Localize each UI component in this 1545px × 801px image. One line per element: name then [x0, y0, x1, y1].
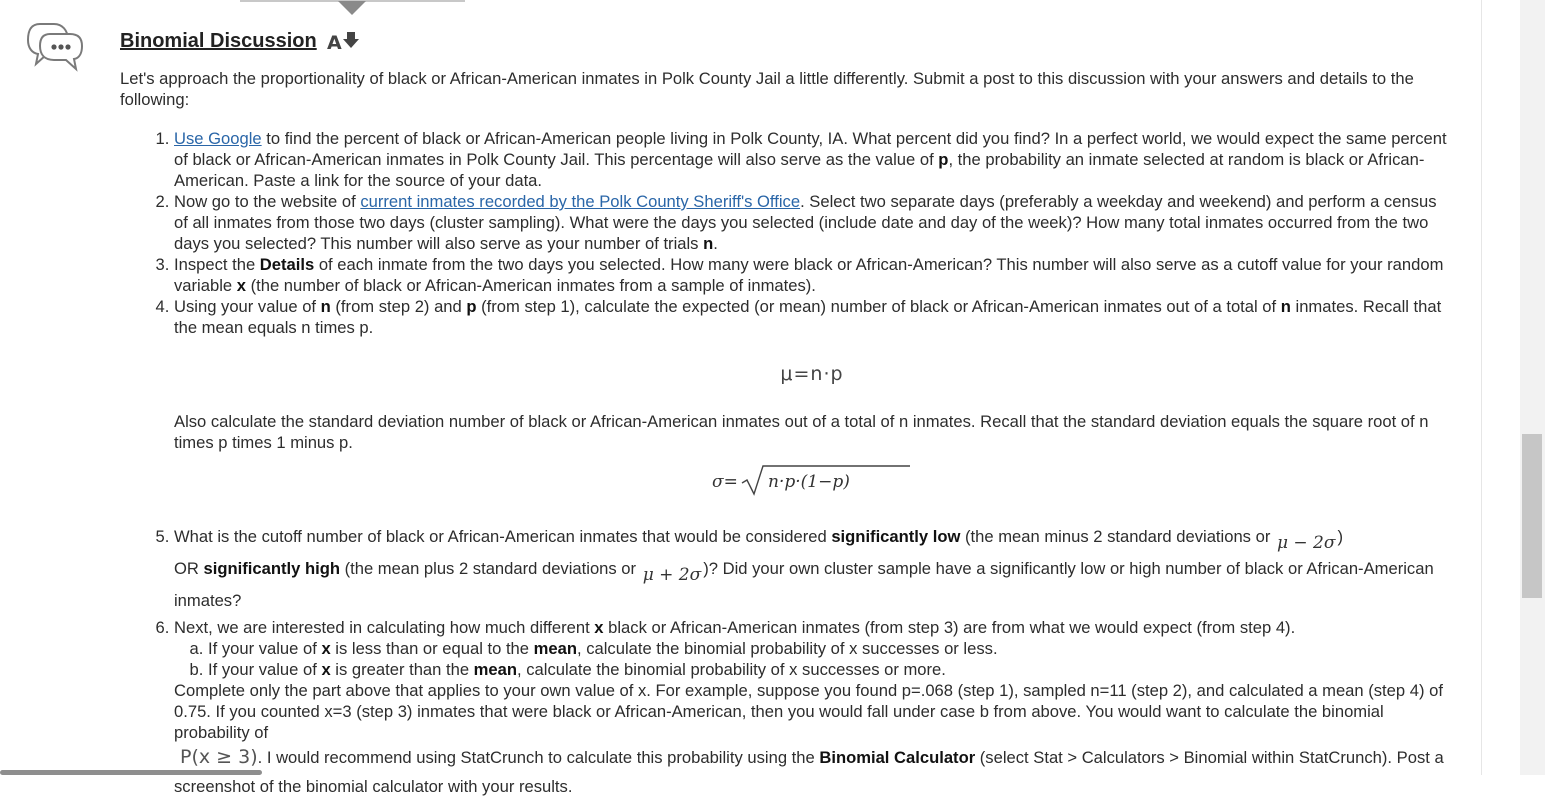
text-bold: mean	[533, 639, 577, 658]
text: Now go to the website of	[174, 192, 361, 211]
text: (from step 1), calculate the expected (or mean) number of black or African-American inmates out of a total of	[476, 297, 1281, 316]
text: , calculate the binomial probability of x successes or less.	[576, 639, 998, 658]
text: If your value of	[208, 660, 322, 679]
polk-county-sheriff-link[interactable]: current inmates recorded by the Polk County Sheriff's Office	[360, 192, 801, 211]
sigma-radicand: n·p·(1−p)	[768, 472, 850, 492]
text-bold: x	[594, 618, 604, 637]
text-bold: x	[321, 639, 331, 658]
text: black or African-American inmates (from step 3) are from what we would expect (from step 4).	[603, 618, 1296, 637]
discussion-content	[120, 26, 1450, 801]
list-item-4	[174, 296, 1450, 497]
vertical-scrollbar-thumb[interactable]	[1522, 434, 1542, 598]
intro-paragraph: Let's approach the proportionality of black or African-American inmates in Polk County Jail a little differently. Submit a post to this discussion with your answers and details to the following:	[120, 69, 1414, 109]
text-bold: x	[321, 660, 331, 679]
probability-expression: P(x ≥ 3)	[180, 746, 258, 768]
text: inmates. Recall that the mean equals n times p.	[174, 297, 1442, 337]
text: OR	[174, 559, 204, 578]
text: , the probability an inmate selected at random is black or African-American. Paste a link for the source of your data.	[174, 150, 1425, 190]
text-bold: significantly low	[831, 527, 961, 546]
text-bold: Details	[259, 255, 315, 274]
vertical-scrollbar[interactable]	[1520, 0, 1545, 775]
text-bold: significantly high	[203, 559, 340, 578]
final-paragraph	[174, 743, 1450, 801]
sigma-lhs: σ=	[712, 472, 738, 492]
text: (from step 2) and	[330, 297, 467, 316]
text-bold: x	[236, 276, 246, 295]
text-bold: mean	[473, 660, 518, 679]
text: (the mean minus 2 standard deviations or	[960, 527, 1275, 546]
sd-formula-graphic	[712, 463, 912, 497]
use-google-link[interactable]: Use Google	[174, 129, 262, 148]
sub-list	[174, 638, 1450, 680]
list-item-1	[174, 128, 1450, 191]
text: )? Did your own cluster sample have a significantly low or high number of black or African-American inmates?	[174, 559, 1434, 610]
mu-minus-2sigma: μ − 2σ	[1276, 533, 1336, 553]
text-bold: p	[466, 297, 477, 316]
horizontal-scrollbar-thumb[interactable]	[0, 770, 262, 775]
text: is less than or equal to the	[330, 639, 534, 658]
text: . Select two separate days (preferably a weekday and weekend) and perform a census of all inmates from those two days (cluster sampling). What were the days you selected (include date and day of the week)? How many total inmates occurred from the two days you selected? This number will also serve as your number of trials	[174, 192, 1437, 253]
text: What is the cutoff number of black or African-American inmates that would be considered	[174, 527, 832, 546]
text: is greater than the	[330, 660, 474, 679]
mean-formula: μ=n·p	[780, 363, 844, 385]
content-divider	[1481, 0, 1482, 775]
text: (the number of black or African-American inmates from a sample of inmates).	[245, 276, 816, 295]
mu-plus-2sigma: μ + 2σ	[642, 565, 702, 585]
list-item-2	[174, 191, 1450, 254]
text: .	[713, 234, 718, 253]
text: of each inmate from the two days you selected. How many were black or African-American? This number will also serve as a cutoff value for your random variable	[174, 255, 1444, 295]
text: Using your value of	[174, 297, 321, 316]
sd-formula	[174, 463, 1450, 497]
text: Inspect the	[174, 255, 260, 274]
instructions-list	[120, 128, 1450, 801]
text: If your value of	[208, 639, 322, 658]
text: (the mean plus 2 standard deviations or	[339, 559, 641, 578]
text-bold: p	[938, 150, 949, 169]
text: Next, we are interested in calculating how much different	[174, 618, 595, 637]
list-item-3	[174, 254, 1450, 296]
text-bold: n	[320, 297, 331, 316]
text-bold: Binomial Calculator	[819, 748, 976, 767]
sd-paragraph: Also calculate the standard deviation number of black or African-American inmates out of a total of n inmates. Recall that the standard deviation equals the square root of n times p times 1 minus p.	[174, 412, 1429, 452]
alternative-formats-icon[interactable]	[327, 30, 359, 52]
discussion-title: Binomial Discussion	[120, 29, 317, 52]
text-bold: n	[703, 234, 714, 253]
svg-text:A: A	[326, 32, 342, 52]
sub-item-b	[208, 659, 1450, 680]
text: , calculate the binomial probability of x successes or more.	[517, 660, 946, 679]
list-item-6	[174, 617, 1450, 801]
text: to find the percent of black or African-American people living in Polk County, IA. What percent did you find? In a perfect world, we would expect the same percent of black or African-American inmates in Polk County Jail. This percentage will also serve as the value of	[174, 129, 1447, 169]
complete-paragraph: Complete only the part above that applies to your own value of x. For example, suppose you found p=.068 (step 1), sampled n=11 (step 2), and calculated a mean (step 4) of 0.75. If you counted x=3 (step 3) inmates that were black or African-American, then you would fall under case b from above. You would want to calculate the binomial probability of	[174, 681, 1443, 742]
list-item-5	[174, 521, 1450, 617]
text: )	[1337, 527, 1344, 546]
sub-item-a	[208, 638, 1450, 659]
title-row	[120, 26, 1450, 56]
text-bold: n	[1280, 297, 1291, 316]
text: (select Stat > Calculators > Binomial within StatCrunch). Post a screenshot of the binomial calculator with your results.	[174, 748, 1444, 796]
text: . I would recommend using StatCrunch to calculate this probability using the	[257, 748, 820, 767]
collapse-arrow-icon[interactable]	[338, 1, 366, 15]
discussion-icon	[26, 18, 84, 72]
